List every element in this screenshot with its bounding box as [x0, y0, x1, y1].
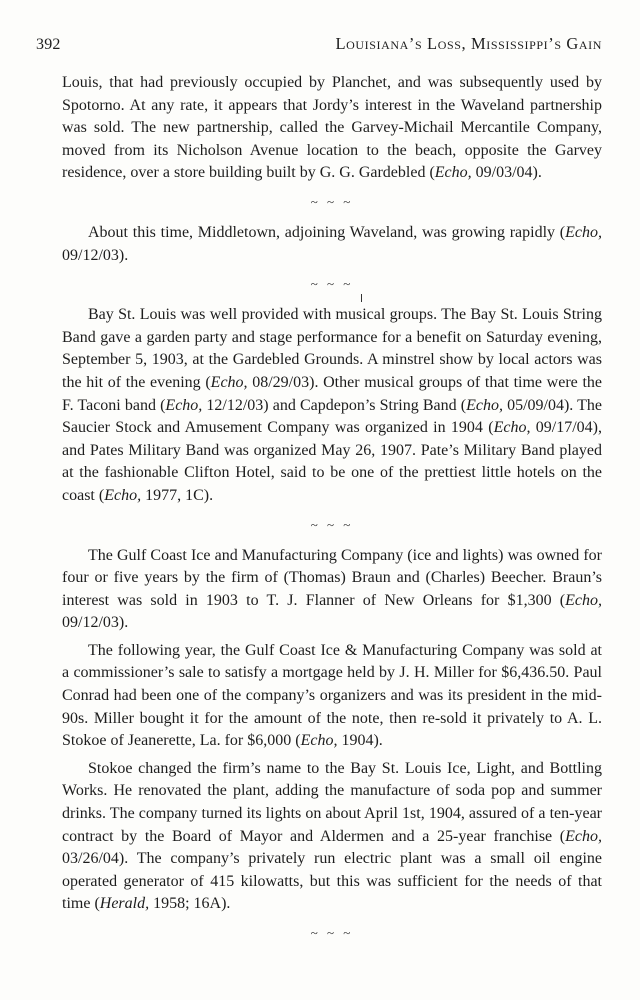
paragraph-commissioner-sale: The following year, the Gulf Coast Ice & Manufacturing Company was sold at a commissioner’s sale to satisfy a mortgage held by J. H. Miller for $6,436.50. Paul Conrad had been one of the company’s organizers and was its president in the mid-90s. Miller bought it for the amount of the note, then re-sold it privately to A. L. Stokoe of Jeanerette, La. for $6,000 (Echo, 1904).	[62, 641, 602, 750]
running-header	[36, 34, 602, 54]
section-separator: ~ ~ ~	[310, 925, 354, 940]
section-separator: ~ ~ ~	[62, 275, 602, 293]
paragraph-musical-groups: Bay St. Louis was well provided with musical groups. The Bay St. Louis String Band gave a garden party and stage performance for a benefit on Saturday evening, September 5, 1903, at the Gardebled Grounds. A minstrel show by local actors was the hit of the evening (Echo, 08/29/03). Other musical groups of that time were the F. Taconi band (Echo, 12/12/03) and Capdepon’s String Band (Echo, 05/09/04). The Saucier Stock and Amusement Company was organized in 1904 (Echo, 09/17/04), and Pates Military Band was organized May 26, 1907. Pate’s Military Band played at the fashionable Clifton Hotel, said to be one of the prettiest little hotels on the coast (Echo, 1977, 1C).	[62, 306, 603, 504]
section-separator: ~ ~ ~	[310, 193, 354, 209]
page-number: 392	[36, 36, 61, 53]
running-title: Louisiana’s Loss, Mississippi’s Gain	[335, 34, 602, 53]
paragraph-stokoe: Stokoe changed the firm’s name to the Bay St. Louis Ice, Light, and Bottling Works. He renovated the plant, adding the manufacture of soda pop and summer drinks. The company turned its lights on about April 1st, 1904, assured of a ten-year contract by the Board of Mayor and Aldermen and a 25-year franchise (Echo, 03/26/04). The company’s privately run electric plant was a small oil engine operated generator of 415 kilowatts, but this was sufficient for the needs of that time (Herald, 1958; 16A).	[62, 759, 602, 913]
section-separator: ~ ~ ~	[310, 516, 354, 532]
paragraph-gulf-coast-ice: The Gulf Coast Ice and Manufacturing Company (ice and lights) was owned for four or five years by the firm of (Thomas) Braun and (Charles) Beecher. Braun’s interest was sold in 1903 to T. J. Flanner of New Orleans for $1,300 (Echo, 09/12/03).	[62, 546, 602, 632]
page-body	[62, 72, 602, 953]
paragraph-garvey-michail: Louis, that had previously occupied by Planchet, and was subsequently used by Spotorno. At any rate, it appears that Jordy’s interest in the Waveland partnership was sold. The new partnership, called the Garvey-Michail Mercantile Company, moved from its Nicholson Avenue location to the beach, opposite the Garvey residence, over a store building built by G. G. Gardebled (Echo, 09/03/04).	[62, 74, 602, 182]
paragraph-middletown: About this time, Middletown, adjoining Waveland, was growing rapidly (Echo, 09/12/03).	[62, 223, 602, 264]
